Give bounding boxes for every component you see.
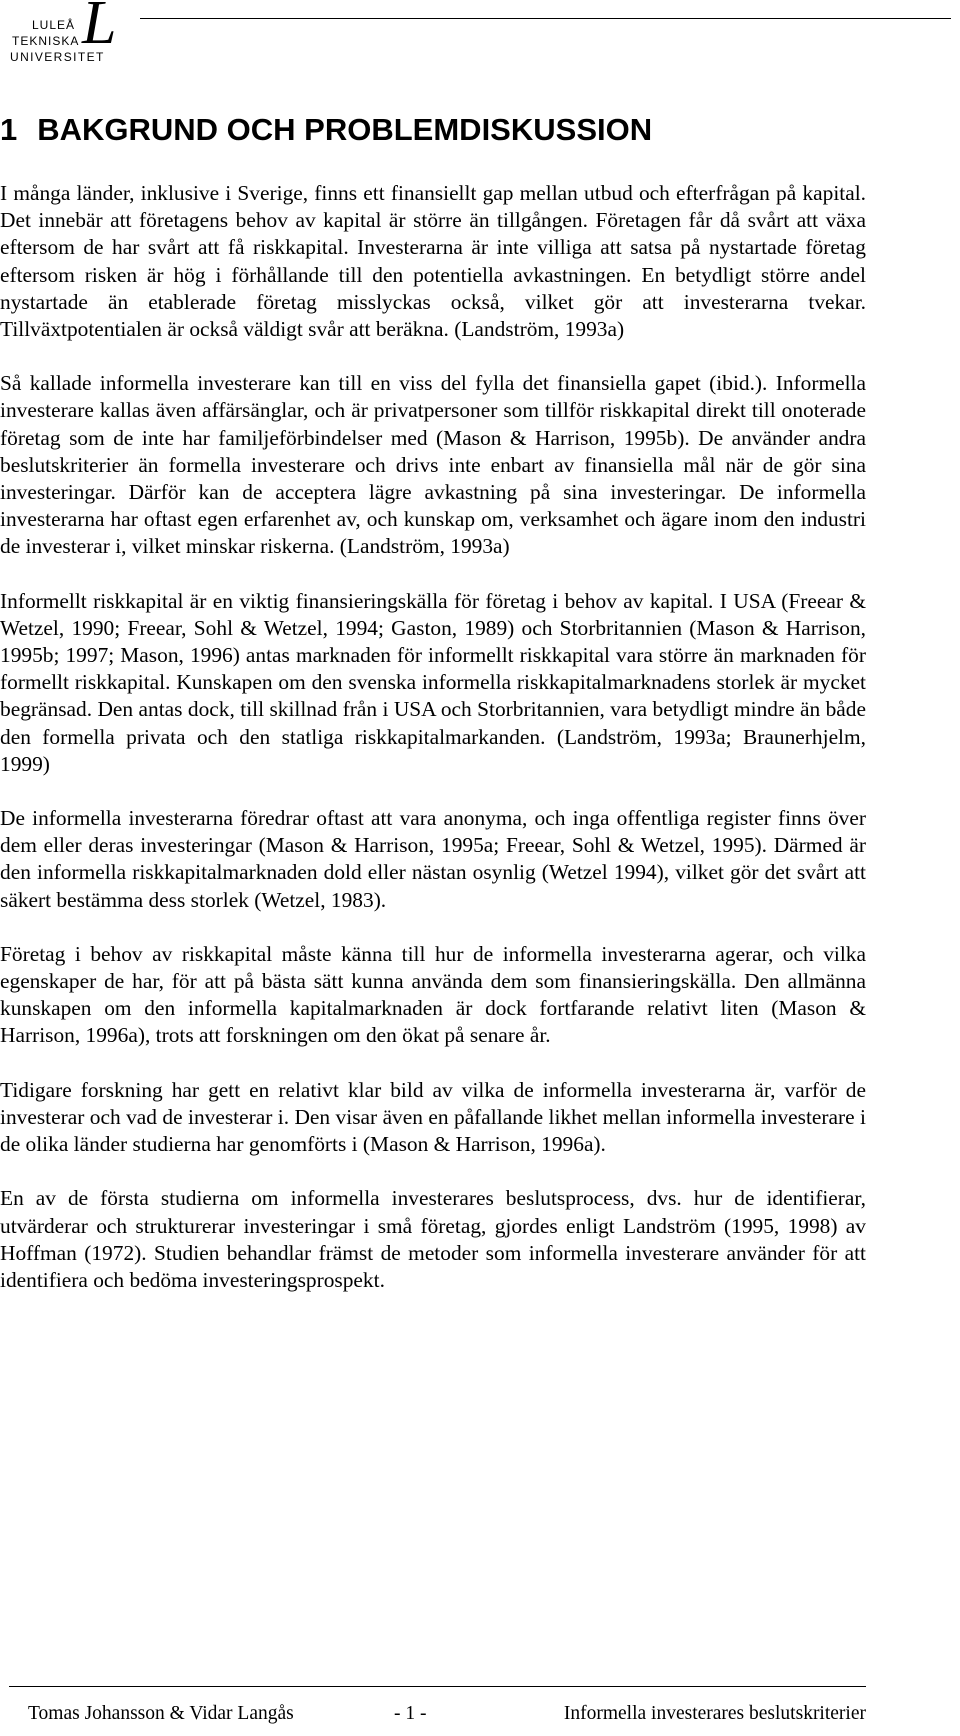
footer-divider: [9, 1686, 866, 1687]
body-text: [0, 180, 866, 1321]
header-divider: [140, 18, 951, 19]
paragraph: De informella investerarna föredrar oftast att vara anonyma, och inga offentliga register finns över dem eller deras investeringar (Mason & Harrison, 1995a; Freear, Sohl & Wetzel, 1995). Därmed är den informella riskkapitalmarknaden dold eller nästan osynlig (Wetzel 1994), vilket gör det svårt att säkert bestämma dess storlek (Wetzel, 1983).: [0, 806, 866, 912]
footer-authors: Tomas Johansson & Vidar Langås: [28, 1703, 294, 1724]
logo-text-lulea: LULEÅ: [32, 18, 76, 32]
logo-letter: L: [82, 0, 117, 57]
logo-text-universitet: UNIVERSITET: [10, 50, 105, 64]
paragraph: Så kallade informella investerare kan till en viss del fylla det finansiella gapet (ibid.). Informella investerare kallas även affärsänglar, och är privatpersoner som tillför riskkapital direkt till onoterade företag som de inte har familjeförbindelser med (Mason & Harrison, 1995b). De använder andra beslutskriterier än formella investerare och drivs inte enbart av finansiella mål när de gör sina investeringar. Därför kan de acceptera lägre avkastning på sina investeringar. De informella investerarna har oftast egen erfarenhet av, och kunskap om, verksamhet och ägare inom den industri de investerar i, vilket minskar riskerna. (Landström, 1993a): [0, 371, 866, 559]
paragraph: Företag i behov av riskkapital måste känna till hur de informella investerarna agerar, och vilka egenskaper de har, för att på bästa sätt kunna använda dem som finansieringskälla. Den allmänna kunskapen om den informella kapitalmarknaden är dock fortfarande relativt liten (Mason & Harrison, 1996a), trots att forskningen om den ökat på senare år.: [0, 941, 866, 1048]
chapter-number: 1: [0, 112, 18, 147]
chapter-title: BAKGRUND OCH PROBLEMDISKUSSION: [37, 112, 653, 147]
paragraph: En av de första studierna om informella investerares beslutsprocess, dvs. hur de identifierar, utvärderar och strukturerar investeringar i små företag, gjordes enligt Landström (1995, 1998) av Hoffman (1972). Studien behandlar främst de metoder som informella investerare använder för att identifiera och bedöma investeringsprospekt.: [0, 1186, 866, 1292]
page-number: - 1 -: [394, 1703, 427, 1724]
paragraph: Informellt riskkapital är en viktig finansieringskälla för företag i behov av kapital. I USA (Freear & Wetzel, 1990; Freear, Sohl & Wetzel, 1994; Gaston, 1989) och Storbritannien (Mason & Harrison, 1995b; 1997; Mason, 1996) antas marknaden för informellt riskkapital vara större än marknaden för formellt riskkapital. Kunskapen om den svenska informella riskkapitalmarknadens storlek är mycket begränsad. Den antas dock, till skillnad från i USA och Storbritannien, vara betydligt mindre än både den formella privata och den statliga riskkapitalmarkanden. (Landström, 1993a; Braunerhjelm, 1999): [0, 588, 866, 776]
paragraph: I många länder, inklusive i Sverige, finns ett finansiellt gap mellan utbud och efterfrågan på kapital. Det innebär att företagens behov av kapital är större än tillgången. Företagen får då svårt att växa eftersom de har svårt att få riskkapital. Investerarna är inte villiga att satsa på nystartade företag eftersom risken är hög i förhållande till den potentiella avkastningen. En betydligt större andel nystartade än etablerade företag misslyckas också, vilket gör att investerarna tvekar. Tillväxtpotentialen är också väldigt svår att beräkna. (Landström, 1993a): [0, 181, 866, 342]
paragraph: Tidigare forskning har gett en relativt klar bild av vilka de informella investerarna är, varför de investerar och vad de investerar i. Den visar även en påfallande likhet mellan informella investerare i de olika länder studierna har genomförts i (Mason & Harrison, 1996a).: [0, 1077, 866, 1157]
university-logo: [8, 0, 138, 80]
chapter-heading: [0, 110, 900, 150]
logo-text-tekniska: TEKNISKA: [12, 34, 80, 48]
footer-document-title: Informella investerares beslutskriterier: [563, 1703, 866, 1724]
